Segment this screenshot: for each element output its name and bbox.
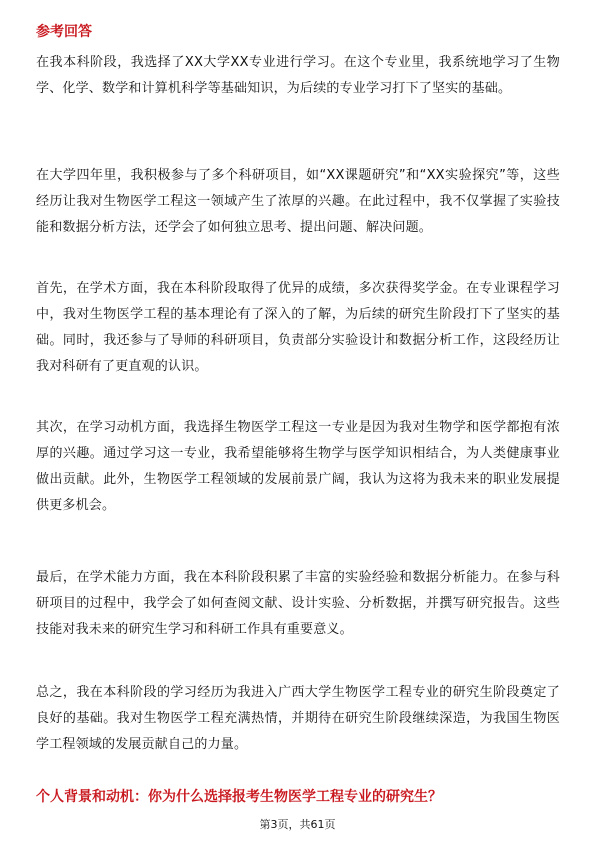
answer-heading: 参考回答 <box>36 24 92 40</box>
next-question-heading: 个人背景和动机：你为什么选择报考生物医学工程专业的研究生？ <box>36 789 442 805</box>
paragraph-study-motivation: 其次，在学习动机方面，我选择生物医学工程这一专业是因为我对生物学和医学都抱有浓厚的兴趣。通过学习这一专业，我希望能够将生物学与医学知识相结合，为人类健康事业做出贡献。此外，生物医学工程领域的发展前景广阔，我认为这将为我未来的职业发展提供更多机会。 <box>36 420 560 513</box>
paragraph-academic-performance: 首先，在学术方面，我在本科阶段取得了优异的成绩，多次获得奖学金。在专业课程学习中，我对生物医学工程的基本理论有了深入的了解，为后续的研究生阶段打下了坚实的基础。同时，我还参与了导师的科研项目，负责部分实验设计和数据分析工作，这段经历让我对科研有了更直观的认识。 <box>36 281 560 374</box>
paragraph-undergraduate-major: 在我本科阶段，我选择了XX大学XX专业进行学习。在这个专业里，我系统地学习了生物学、化学、数学和计算机科学等基础知识，为后续的专业学习打下了坚实的基础。 <box>36 55 560 96</box>
paragraph-research-projects: 在大学四年里，我积极参与了多个科研项目，如“XX课题研究”和“XX实验探究”等，这些经历让我对生物医学工程这一领域产生了浓厚的兴趣。在此过程中，我不仅掌握了实验技能和数据分析方法，还学会了如何独立思考、提出问题、解决问题。 <box>36 168 560 235</box>
paragraph-academic-ability: 最后，在学术能力方面，我在本科阶段积累了丰富的实验经验和数据分析能力。在参与科研项目的过程中，我学会了如何查阅文献、设计实验、分析数据，并撰写研究报告。这些技能对我未来的研究生学习和科研工作具有重要意义。 <box>36 570 560 637</box>
paragraph-summary: 总之，我在本科阶段的学习经历为我进入广西大学生物医学工程专业的研究生阶段奠定了良好的基础。我对生物医学工程充满热情，并期待在研究生阶段继续深造，为我国生物医学工程领域的发展贡献自己的力量。 <box>36 685 560 752</box>
page-indicator: 第3页，共61页 <box>259 818 336 831</box>
